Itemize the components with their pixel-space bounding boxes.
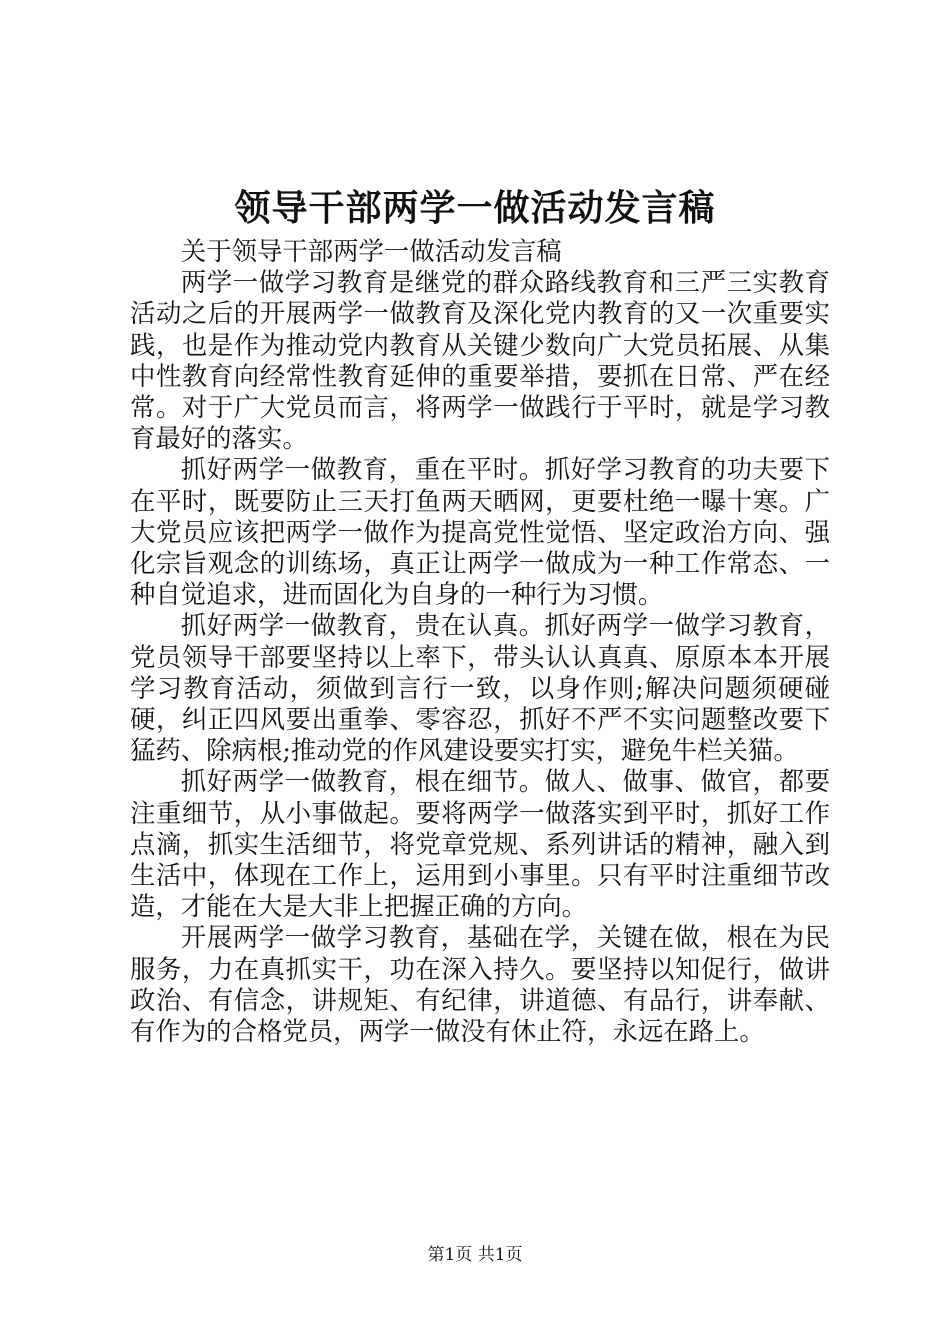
document-title: 领导干部两学一做活动发言稿 (234, 187, 716, 229)
paragraph-daily-practice: 抓好两学一做教育，重在平时。抓好学习教育的功夫要下在平时，既要防止三天打鱼两天晒网，更要杜绝一曝十寒。广大党员应该把两学一做作为提高党性觉悟、坚定政治方向、强化宗旨观念的训练场，真正让两学一做成为一种工作常态、一种自觉追求，进而固化为自身的一种行为习惯。 (130, 454, 830, 610)
paragraph-details: 抓好两学一做教育，根在细节。做人、做事、做官，都要注重细节，从小事做起。要将两学一做落实到平时，抓好工作点滴，抓实生活细节，将党章党规、系列讲话的精神，融入到生活中，体现在工作上，运用到小事里。只有平时注重细节改造，才能在大是大非上把握正确的方向。 (130, 766, 830, 922)
page-number-footer: 第1页 共1页 (427, 1245, 523, 1265)
paragraph-seriousness: 抓好两学一做教育，贵在认真。抓好两学一做学习教育，党员领导干部要坚持以上率下，带头认认真真、原原本本开展学习教育活动，须做到言行一致，以身作则;解决问题须硬碰硬，纠正四风要出重拳、零容忍，抓好不严不实问题整改要下猛药、除病根;推动党的作风建设要实打实，避免牛栏关猫。 (130, 610, 830, 766)
paragraph-conclusion: 开展两学一做学习教育，基础在学，关键在做，根在为民服务，力在真抓实干，功在深入持久。要坚持以知促行，做讲政治、有信念，讲规矩、有纪律，讲道德、有品行，讲奉献、有作为的合格党员，两学一做没有休止符，永远在路上。 (130, 922, 830, 1047)
document-body (130, 236, 830, 1047)
paragraph-intro: 两学一做学习教育是继党的群众路线教育和三严三实教育活动之后的开展两学一做教育及深化党内教育的又一次重要实践，也是作为推动党内教育从关键少数向广大党员拓展、从集中性教育向经常性教育延伸的重要举措，要抓在日常、严在经常。对于广大党员而言，将两学一做践行于平时，就是学习教育最好的落实。 (130, 267, 830, 454)
paragraph-subtitle: 关于领导干部两学一做活动发言稿 (180, 236, 562, 266)
